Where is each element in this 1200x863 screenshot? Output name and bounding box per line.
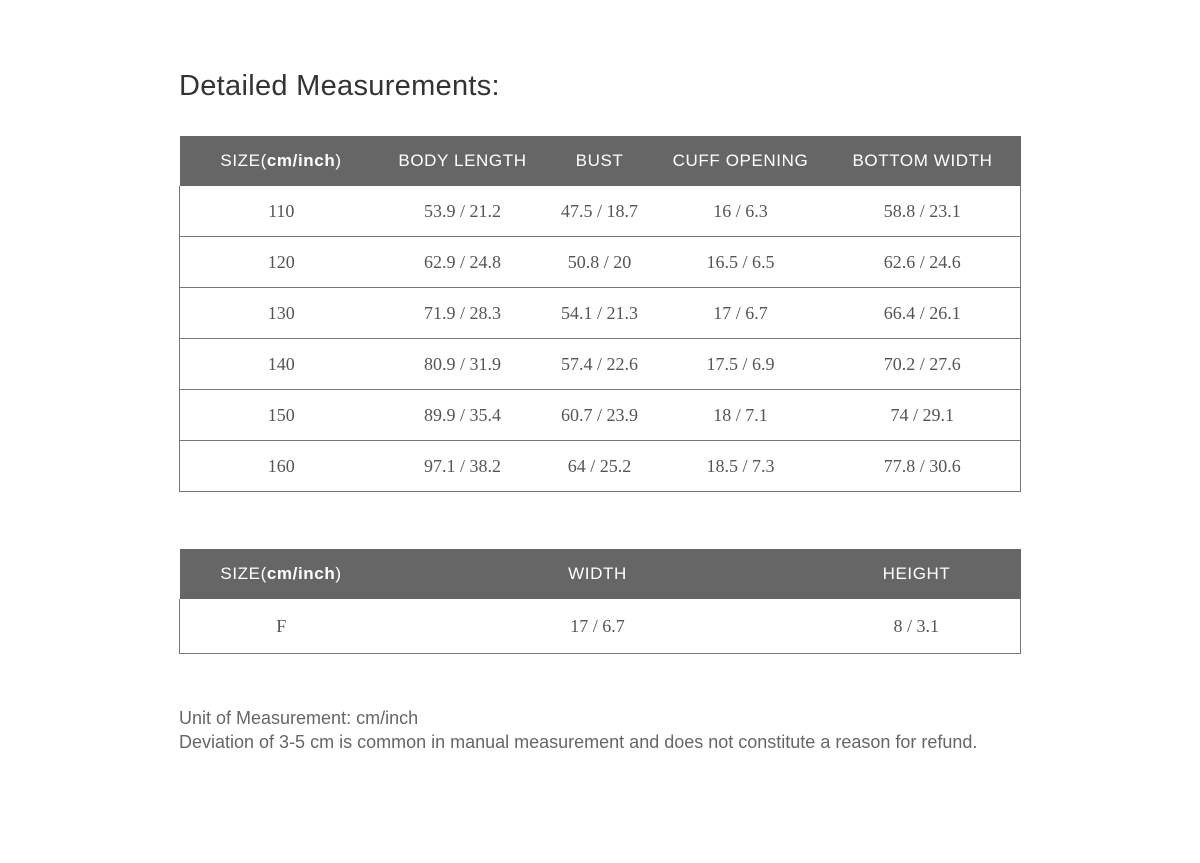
cuff-opening-cell: 16.5 / 6.5 [657, 237, 825, 288]
table-row [180, 599, 1021, 654]
size-header: SIZE(cm/inch) [180, 549, 383, 599]
accessory-measurement-table [179, 549, 1021, 654]
bust-header: BUST [543, 136, 657, 186]
size-unit: cm/inch [266, 564, 336, 583]
bust-cell: 47.5 / 18.7 [560, 200, 638, 221]
garment-measurement-table [179, 136, 1021, 492]
size-cell: F [180, 599, 383, 654]
body-length-cell: 71.9 / 28.3 [383, 288, 543, 339]
body-length-cell: 80.9 / 31.9 [383, 339, 543, 390]
size-cell: 160 [180, 441, 383, 492]
table-header-row [180, 549, 1021, 599]
size-cell: 140 [180, 339, 383, 390]
cuff-opening-header: CUFF OPENING [657, 136, 825, 186]
width-header: WIDTH [383, 549, 813, 599]
size-cell: 150 [180, 390, 383, 441]
height-header: HEIGHT [813, 549, 1021, 599]
bottom-width-cell: 62.6 / 24.6 [825, 237, 1021, 288]
bottom-width-cell: 70.2 / 27.6 [825, 339, 1021, 390]
size-header: SIZE(cm/inch) [180, 136, 383, 186]
bust-cell: 54.1 / 21.3 [543, 288, 657, 339]
width-cell: 17 / 6.7 [383, 599, 813, 654]
page-title: Detailed Measurements: [179, 70, 500, 102]
table-header-row [180, 136, 1021, 186]
body-length-cell: 97.1 / 38.2 [383, 441, 543, 492]
cuff-opening-cell: 16 / 6.3 [713, 200, 768, 221]
bust-cell: 57.4 / 22.6 [543, 339, 657, 390]
bottom-width-cell: 74 / 29.1 [825, 390, 1021, 441]
table-row [180, 186, 1021, 237]
cuff-opening-cell: 17 / 6.7 [657, 288, 825, 339]
body-length-cell: 89.9 / 35.4 [383, 390, 543, 441]
bust-cell: 60.7 / 23.9 [543, 390, 657, 441]
table-row [180, 339, 1021, 390]
measurement-notes [179, 706, 977, 754]
table-row [180, 237, 1021, 288]
bottom-width-cell: 77.8 / 30.6 [825, 441, 1021, 492]
cuff-opening-cell: 18 / 7.1 [657, 390, 825, 441]
height-cell: 8 / 3.1 [813, 599, 1021, 654]
size-cell: 130 [180, 288, 383, 339]
bust-cell: 50.8 / 20 [543, 237, 657, 288]
size-cell: 120 [180, 237, 383, 288]
size-unit: cm/inch [266, 151, 336, 170]
body-length-cell: 53.9 / 21.2 [423, 200, 501, 221]
table-row [180, 441, 1021, 492]
table-row [180, 390, 1021, 441]
body-length-header: BODY LENGTH [383, 136, 543, 186]
size-cell: 110 [180, 186, 383, 237]
deviation-note: Deviation of 3-5 cm is common in manual measurement and does not constitute a reason for refund. [179, 732, 978, 752]
unit-note: Unit of Measurement: cm/inch [179, 708, 419, 728]
bottom-width-cell: 66.4 / 26.1 [825, 288, 1021, 339]
bottom-width-header: BOTTOM WIDTH [825, 136, 1021, 186]
cuff-opening-cell: 17.5 / 6.9 [657, 339, 825, 390]
bottom-width-cell: 58.8 / 23.1 [825, 186, 1021, 237]
body-length-cell: 62.9 / 24.8 [383, 237, 543, 288]
bust-cell: 64 / 25.2 [543, 441, 657, 492]
table-row [180, 288, 1021, 339]
cuff-opening-cell: 18.5 / 7.3 [657, 441, 825, 492]
